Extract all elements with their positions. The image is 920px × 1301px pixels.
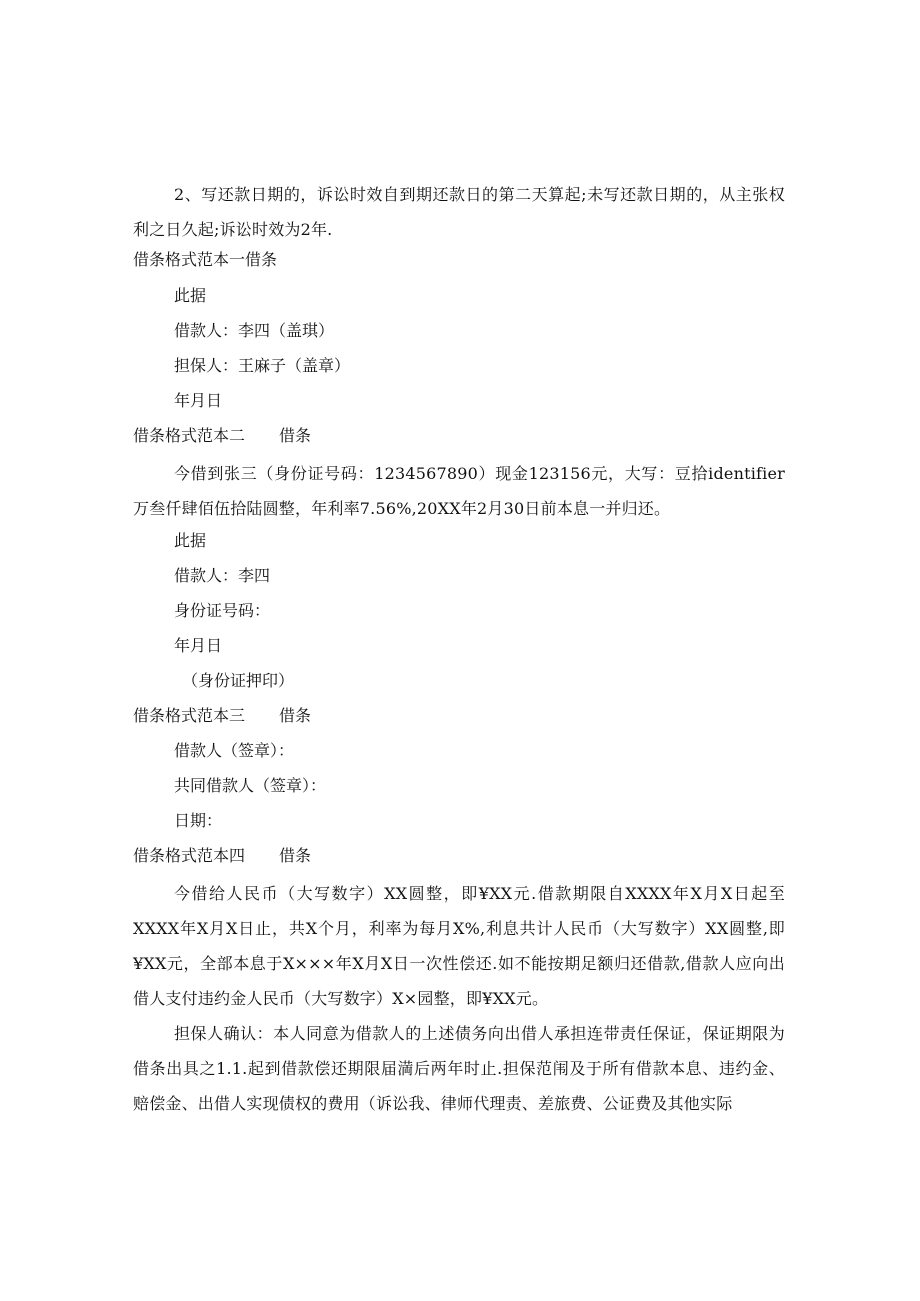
sample4-heading-row xyxy=(133,846,311,866)
sample2-heading: 借条格式范本二 xyxy=(133,426,246,445)
sample3-heading-row xyxy=(133,706,311,726)
sample4-guarantee: 担保人确认：本人同意为借款人的上述债务向出借人承担连带责任保证，保证期限为借条出具之1.1.起到借款偿还期限届満后两年时止.担保范闱及于所有借款本息、违约金、赔偿金、出借人实现债权的费用（诉讼我、律师代理责、差旅费、公证费及其他实际 xyxy=(133,1024,785,1113)
sample1-line-1: 此据 xyxy=(174,286,207,305)
sample1-borrower: 借款人：李四（盖琪） xyxy=(174,321,335,340)
sample3-heading: 借条格式范本三 xyxy=(133,706,246,725)
sample2-borrower: 借款人：李四 xyxy=(174,566,271,585)
sample2-title: 借条 xyxy=(279,426,312,445)
sample3-borrower: 借款人（签章）： xyxy=(174,741,295,760)
sample2-id-number: 身份证号码： xyxy=(174,601,271,620)
sample3-title: 借条 xyxy=(279,706,312,725)
sample1-heading: 借条格式范本一借条 xyxy=(133,250,278,269)
sample2-id-note: （身份证押印） xyxy=(182,671,295,690)
sample1-guarantor: 担保人：王麻子（盖章） xyxy=(174,356,351,375)
statute-note-paragraph: 2、写还款日期的，诉讼时效自到期还款日的第二天算起;未写还款日期的，从主张权利之日久起;诉讼时效为2年. xyxy=(133,185,785,239)
sample2-date: 年月日 xyxy=(174,636,223,655)
sample2-line-1: 此据 xyxy=(174,531,207,550)
sample2-heading-row xyxy=(133,426,311,446)
sample1-date: 年月日 xyxy=(174,391,223,410)
sample3-date: 日期： xyxy=(174,811,223,830)
sample2-body: 今借到张三（身份证号码：1234567890）现金123156元，大写：豆拾identifier万叁仟肆佰伍拾陆圆整，年利率7.56%,20XX年2月30日前本息一并归还。 xyxy=(133,464,785,518)
sample4-body: 今借给人民币（大写数字）XX圆整，即¥XX元.借款期限自XXXX年X月X日起至XXXX年X月X日止，共X个月，利率为每月X%,利息共计人民币（大写数字）XX圆整,即¥XX元，全部本息于X×××年X月X日一次性偿还.如不能按期足额归还借款,借款人应向出借人支付违约金人民币（大写数字）X×园整，即¥XX元。 xyxy=(133,884,785,1008)
sample4-heading: 借条格式范本四 xyxy=(133,846,246,865)
sample3-co-borrower: 共同借款人（签章）： xyxy=(174,776,327,795)
sample4-title: 借条 xyxy=(279,846,312,865)
